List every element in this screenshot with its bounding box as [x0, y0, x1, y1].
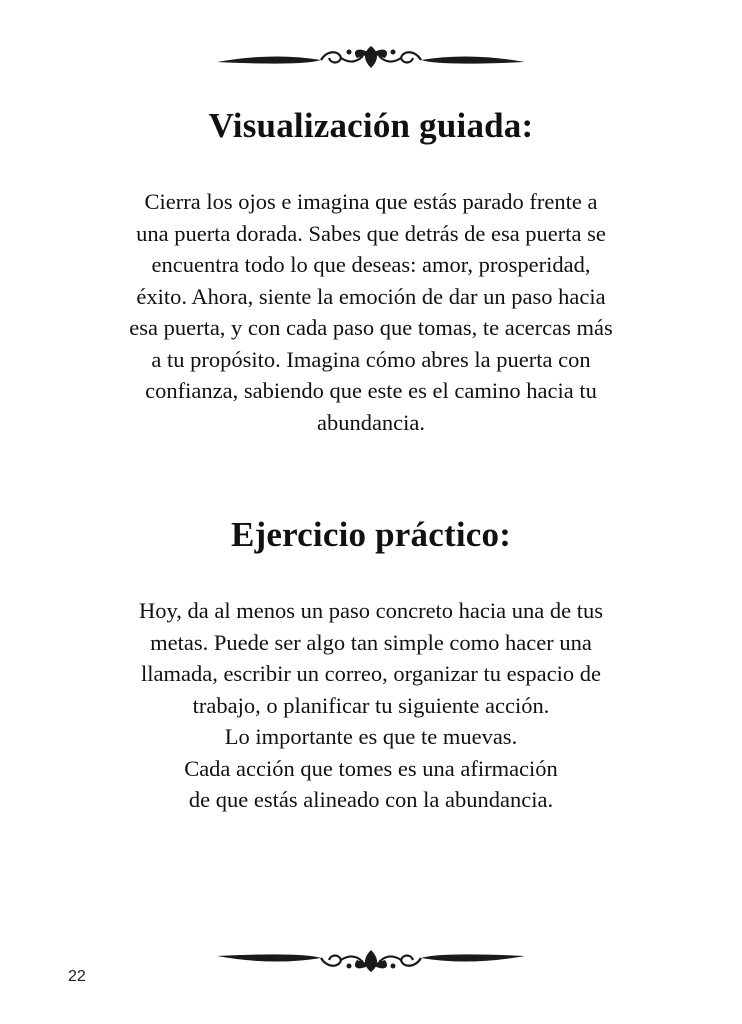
section-title-visualizacion: Visualización guiada: — [208, 106, 534, 145]
body-line: Hoy, da al menos un paso concreto hacia una de tus — [138, 598, 604, 623]
body-line: metas. Puede ser algo tan simple como hacer una — [150, 629, 592, 655]
body-line: Lo importante es que te muevas. — [224, 724, 518, 749]
body-line: una puerta dorada. Sabes que detrás de esa puerta se — [136, 220, 606, 246]
body-line: Cierra los ojos e imagina que estás parado frente a — [144, 189, 598, 214]
section-title-ejercicio: Ejercicio práctico: — [230, 515, 512, 554]
top-ornament-divider — [213, 40, 529, 72]
page-number: 22 — [68, 968, 86, 985]
section-body-ejercicio — [60, 595, 682, 816]
body-line: abundancia. — [316, 409, 426, 435]
body-line: Cada acción que tomes es una afirmación — [184, 755, 558, 781]
body-line: de que estás alineado con la abundancia. — [188, 787, 554, 812]
body-line: trabajo, o planificar tu siguiente acción. — [192, 692, 550, 718]
section-body-visualizacion — [60, 186, 682, 438]
body-line: éxito. Ahora, siente la emoción de dar un paso hacia — [136, 283, 606, 309]
body-line: llamada, escribir un correo, organizar tu espacio de — [140, 661, 601, 686]
bottom-ornament-divider — [213, 944, 529, 976]
body-line: a tu propósito. Imagina cómo abres la puerta con — [151, 346, 591, 372]
body-line: encuentra todo lo que deseas: amor, prosperidad, — [151, 252, 591, 277]
body-line: confianza, sabiendo que este es el camino hacia tu — [145, 378, 597, 403]
body-line: esa puerta, y con cada paso que tomas, te acercas más — [129, 315, 613, 340]
